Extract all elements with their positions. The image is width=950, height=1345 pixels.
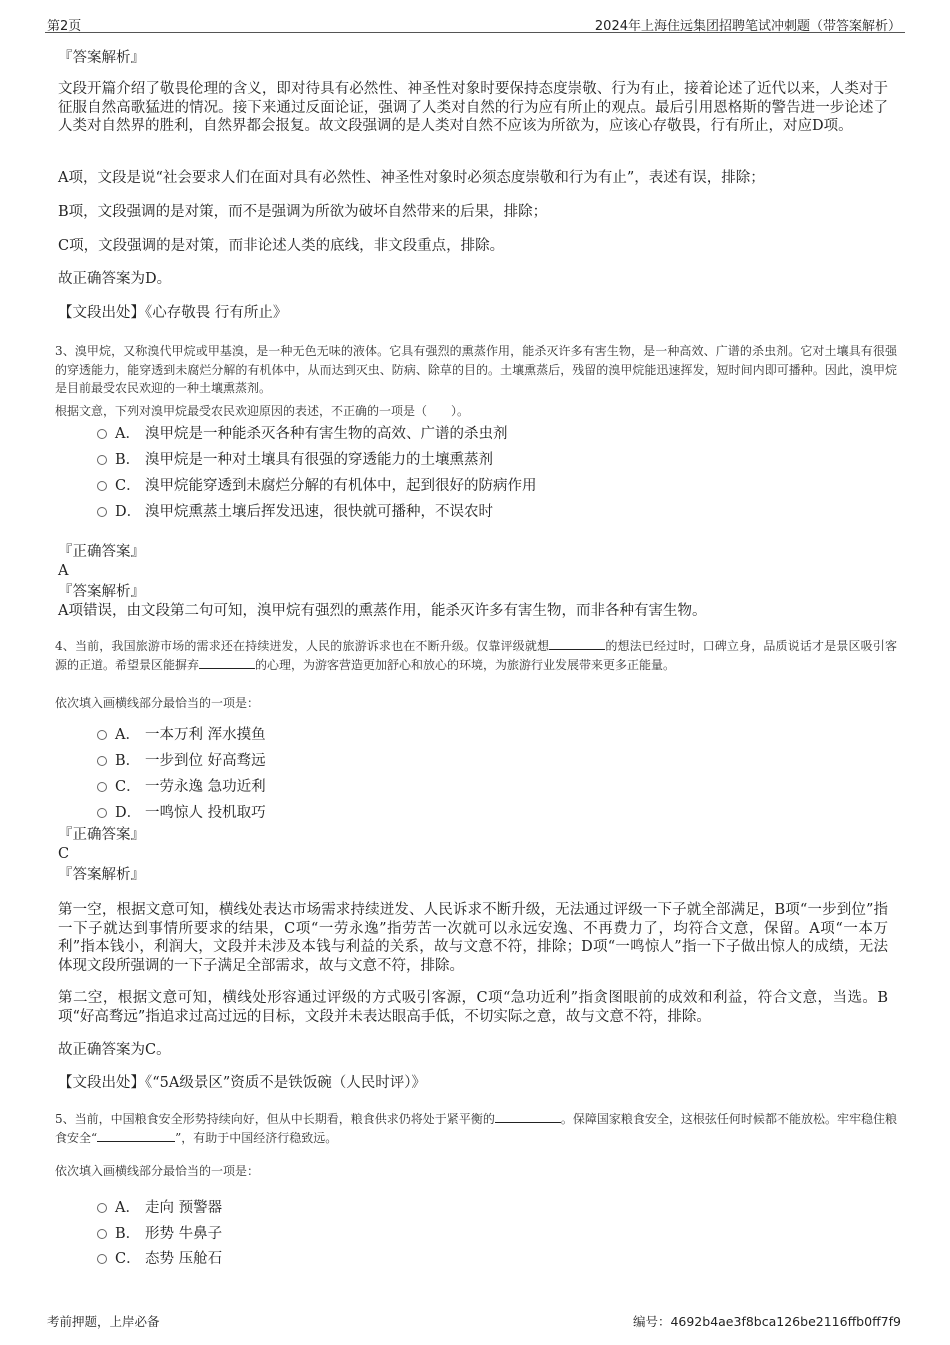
q5-stem: 5、当前，中国粮食安全形势持续向好，但从中长期看，粮食供求仍将处于紧平衡的 。保障国家粮食安全，这根弦任何时候都不能放松。牢牢稳住粮食安全“ ”，有助于中国经济行稳致远。: [55, 1112, 897, 1145]
q3-analysis: A项错误，由文段第二句可知，溴甲烷有强烈的熏蒸作用，能杀灭许多有害生物，而非各种有害生物。: [58, 603, 707, 619]
document-id: 编号：4692b4ae3f8bca126be2116ffb0ff7f9: [632, 1314, 901, 1329]
q2-option-c-note: C项，文段强调的是对策，而非论述人类的底线，非文段重点，排除。: [58, 238, 505, 254]
q4-analysis-paragraph-2: 第二空，根据文意可知，横线处形容通过评级的方式吸引客源，C项“急功近利”指贪图眼前的成效和利益，符合文意，当选。B项“好高骛远”指追求过高过远的目标，文段并未表达眼高手低，不切实际之意，故与文意不符，排除。: [58, 990, 888, 1025]
radio-button[interactable]: [97, 455, 107, 465]
q5-option-c[interactable]: C． 态势 压舱石: [97, 1249, 222, 1269]
q4-stem: 4、当前，我国旅游市场的需求还在持续迸发，人民的旅游诉求也在不断升级。仅靠评级就想 的想法已经过时，口碑立身，品质说话才是景区吸引客源的正道。希望景区能摒弃 的心理，为游客营造更加舒心和放心的环境，为旅游行业发展带来更多正能量。: [55, 639, 897, 672]
q2-analysis-label: 『答案解析』: [58, 50, 145, 66]
q4-source: 【文段出处】《“5A级景区”资质不是铁饭碗（人民时评）》: [58, 1075, 427, 1091]
blank-line: [199, 656, 255, 669]
q5-instruction: 依次填入画横线部分最恰当的一项是：: [55, 1164, 260, 1178]
radio-button[interactable]: [97, 1203, 107, 1213]
q4-answer-label: 『正确答案』: [58, 827, 145, 843]
radio-button[interactable]: [97, 782, 107, 792]
q2-option-a-note: A项，文段是说“社会要求人们在面对具有必然性、神圣性对象时必须态度崇敬和行为有止”，表述有误，排除；: [58, 170, 765, 186]
page-number: 第2页: [47, 19, 82, 34]
q2-option-b-note: B项，文段强调的是对策，而不是强调为所欲为破坏自然带来的后果，排除；: [58, 204, 548, 220]
q3-option-b[interactable]: B． 溴甲烷是一种对土壤具有很强的穿透能力的土壤熏蒸剂: [97, 450, 493, 470]
radio-button[interactable]: [97, 756, 107, 766]
radio-button[interactable]: [97, 808, 107, 818]
q4-option-b[interactable]: B． 一步到位 好高骛远: [97, 751, 266, 771]
q4-option-d[interactable]: D． 一鸣惊人 投机取巧: [97, 803, 266, 823]
radio-button[interactable]: [97, 730, 107, 740]
document-title: 2024年上海住远集团招聘笔试冲刺题（带答案解析）: [594, 19, 901, 34]
q4-option-a[interactable]: A． 一本万利 浑水摸鱼: [97, 725, 266, 745]
radio-button[interactable]: [97, 1254, 107, 1264]
radio-button[interactable]: [97, 507, 107, 517]
q3-option-d[interactable]: D． 溴甲烷熏蒸土壤后挥发迅速，很快就可播种，不误农时: [97, 502, 493, 522]
q3-answer: A: [58, 563, 69, 579]
q2-source: 【文段出处】《心存敬畏 行有所止》: [58, 305, 288, 321]
page-header: [45, 12, 905, 33]
q3-analysis-label: 『答案解析』: [58, 584, 145, 600]
q3-instruction: 根据文意，下列对溴甲烷最受农民欢迎原因的表述，不正确的一项是（ ）。: [55, 404, 470, 418]
q4-analysis-label: 『答案解析』: [58, 867, 145, 883]
radio-button[interactable]: [97, 481, 107, 491]
q2-analysis-paragraph: 文段开篇介绍了敬畏伦理的含义，即对待具有必然性、神圣性对象时要保持态度崇敬、行为有止，接着论述了近代以来，人类对于征服自然高歌猛进的情况。接下来通过反面论证，强调了人类对自然的行为应有所止的观点。最后引用恩格斯的警告进一步论述了人类对自然界的胜利，自然界都会报复。故文段强调的是人类对自然不应该为所欲为，应该心存敬畏，行有所止，对应D项。: [58, 81, 888, 134]
q4-instruction: 依次填入画横线部分最恰当的一项是：: [55, 696, 260, 710]
q4-answer: C: [58, 846, 70, 862]
q4-conclusion: 故正确答案为C。: [58, 1042, 171, 1058]
q5-option-a[interactable]: A． 走向 预警器: [97, 1198, 222, 1218]
q3-option-c[interactable]: C． 溴甲烷能穿透到未腐烂分解的有机体中，起到很好的防病作用: [97, 476, 537, 496]
q4-option-c[interactable]: C． 一劳永逸 急功近利: [97, 777, 266, 797]
page-footer: [45, 1312, 905, 1332]
q2-conclusion: 故正确答案为D。: [58, 271, 172, 287]
blank-line: [549, 637, 605, 650]
q3-answer-label: 『正确答案』: [58, 544, 145, 560]
q3-stem: 3、溴甲烷，又称溴代甲烷或甲基溴，是一种无色无味的液体。它具有强烈的熏蒸作用，能杀灭许多有害生物，是一种高效、广谱的杀虫剂。它对土壤具有很强的穿透能力，能穿透到未腐烂分解的有机体中，从而达到灭虫、防病、除草的目的。土壤熏蒸后，残留的溴甲烷能迅速挥发，短时间内即可播种。因此，溴甲烷是目前最受农民欢迎的一种土壤熏蒸剂。: [55, 344, 897, 395]
blank-line: [495, 1110, 561, 1123]
radio-button[interactable]: [97, 1229, 107, 1239]
q4-analysis-paragraph-1: 第一空，根据文意可知，横线处表达市场需求持续迸发、人民诉求不断升级，无法通过评级一下子就全部满足，B项“一步到位”指一下子就达到事情所要求的结果，C项“一劳永逸”指劳苦一次就可以永远安逸、不再费力了，均符合文意，保留。A项“一本万利”指本钱小，利润大，文段并未涉及本钱与利益的关系，故与文意不符，排除；D项“一鸣惊人”指一下子做出惊人的成绩，无法体现文段所强调的一下子满足全部需求，故与文意不符，排除。: [58, 902, 888, 974]
radio-button[interactable]: [97, 429, 107, 439]
blank-line: [97, 1129, 175, 1142]
q5-option-b[interactable]: B． 形势 牛鼻子: [97, 1224, 222, 1244]
footer-slogan: 考前押题，上岸必备: [47, 1314, 160, 1329]
q3-option-a[interactable]: A． 溴甲烷是一种能杀灭各种有害生物的高效、广谱的杀虫剂: [97, 424, 508, 444]
